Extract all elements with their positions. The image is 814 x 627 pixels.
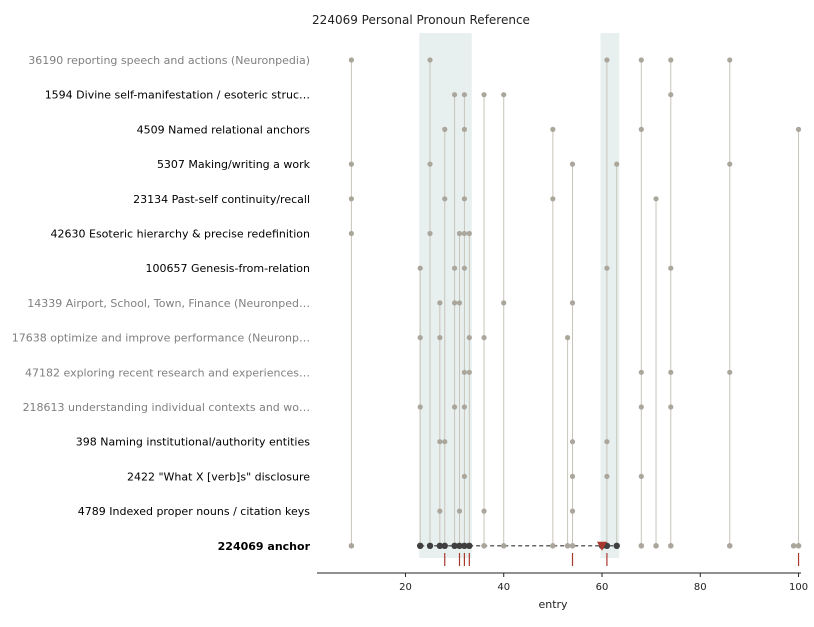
anchor-point-light	[570, 543, 576, 549]
row-point	[614, 162, 619, 167]
anchor-point-light	[791, 543, 797, 549]
row-label: 2422 "What X [verb]s" disclosure	[127, 470, 310, 484]
row-point	[349, 162, 354, 167]
row-point	[462, 474, 467, 479]
points	[349, 57, 801, 513]
row-point	[452, 300, 457, 305]
anchor-point-light	[565, 543, 571, 549]
row-label: 36190 reporting speech and actions (Neuronpedia)	[28, 54, 310, 67]
row-point	[501, 92, 506, 97]
row-point	[462, 231, 467, 236]
row-label: 4509 Named relational anchors	[136, 123, 310, 137]
anchor-point-dark	[427, 543, 433, 549]
row-point	[565, 335, 570, 340]
row-label: 14339 Airport, School, Town, Finance (Neuronped…	[27, 296, 310, 310]
row-point	[639, 404, 644, 409]
row-point	[481, 509, 486, 514]
x-tick-label: 80	[693, 582, 707, 593]
anchor-point-dark	[442, 543, 448, 549]
row-point	[727, 162, 732, 167]
row-labels	[12, 54, 311, 553]
row-point	[457, 300, 462, 305]
row-label: 42630 Esoteric hierarchy & precise redefinition	[50, 227, 310, 241]
row-label: 218613 understanding individual contexts and wo…	[22, 401, 310, 414]
row-point	[427, 231, 432, 236]
row-point	[437, 439, 442, 444]
row-point	[570, 439, 575, 444]
row-point	[639, 474, 644, 479]
row-point	[639, 57, 644, 62]
anchor-point-light	[349, 543, 355, 549]
row-point	[427, 162, 432, 167]
row-point	[668, 404, 673, 409]
row-point	[668, 266, 673, 271]
row-point	[481, 335, 486, 340]
rug-ticks	[445, 553, 799, 566]
anchor-point-dark	[466, 543, 472, 549]
row-point	[418, 404, 423, 409]
row-point	[467, 370, 472, 375]
row-point	[349, 57, 354, 62]
row-point	[437, 300, 442, 305]
row-point	[639, 370, 644, 375]
row-point	[668, 92, 673, 97]
row-point	[442, 127, 447, 132]
row-point	[349, 231, 354, 236]
row-label: 1594 Divine self-manifestation / esoteric struc…	[44, 88, 310, 102]
row-point	[462, 127, 467, 132]
row-label: 4789 Indexed proper nouns / citation keys	[77, 505, 310, 519]
x-tick-label: 100	[788, 582, 809, 593]
row-point	[442, 196, 447, 201]
row-point	[501, 300, 506, 305]
row-point	[604, 57, 609, 62]
anchor-point-dark	[614, 543, 620, 549]
x-axis	[317, 573, 808, 593]
row-point	[604, 439, 609, 444]
row-point	[467, 335, 472, 340]
row-point	[570, 300, 575, 305]
row-point	[418, 266, 423, 271]
row-point	[570, 509, 575, 514]
anchor-point-light	[796, 543, 802, 549]
row-point	[727, 370, 732, 375]
row-point	[452, 266, 457, 271]
row-label: 5307 Making/writing a work	[156, 158, 310, 172]
anchor-point-light	[639, 543, 645, 549]
row-point	[452, 92, 457, 97]
row-point	[550, 196, 555, 201]
row-point	[604, 474, 609, 479]
row-point	[462, 196, 467, 201]
row-label: 100657 Genesis-from-relation	[145, 262, 310, 276]
row-point	[462, 404, 467, 409]
row-point	[639, 127, 644, 132]
row-point	[462, 370, 467, 375]
x-tick-label: 60	[595, 582, 609, 593]
row-label: 23134 Past-self continuity/recall	[133, 192, 310, 206]
row-label: 47182 exploring recent research and experiences…	[25, 366, 310, 380]
anchor-track	[349, 542, 802, 551]
anchor-point-light	[668, 543, 674, 549]
row-point	[442, 439, 447, 444]
row-point	[418, 335, 423, 340]
chart-title: 224069 Personal Pronoun Reference	[312, 13, 530, 27]
row-point	[550, 127, 555, 132]
anchor-label: 224069 anchor	[217, 539, 310, 553]
row-label: 398 Naming institutional/authority entities	[75, 435, 310, 449]
row-point	[796, 127, 801, 132]
row-point	[462, 92, 467, 97]
row-point	[668, 57, 673, 62]
row-point	[427, 57, 432, 62]
anchor-point-light	[481, 543, 487, 549]
highlight-bands	[419, 33, 619, 558]
row-point	[653, 196, 658, 201]
x-axis-label: entry	[538, 598, 568, 611]
x-tick-label: 20	[399, 582, 412, 593]
anchor-point-dark	[417, 543, 423, 549]
row-point	[457, 231, 462, 236]
row-point	[437, 509, 442, 514]
anchor-point-light	[501, 543, 507, 549]
row-point	[570, 474, 575, 479]
row-point	[457, 509, 462, 514]
x-tick-label: 40	[497, 582, 511, 593]
row-label: 17638 optimize and improve performance (Neuronp…	[11, 331, 310, 345]
anchor-point-light	[550, 543, 556, 549]
row-point	[467, 231, 472, 236]
row-point	[668, 370, 673, 375]
row-point	[481, 92, 486, 97]
anchor-point-light	[653, 543, 659, 549]
anchor-point-light	[727, 543, 733, 549]
row-point	[462, 266, 467, 271]
highlight-band	[419, 33, 472, 558]
row-point	[349, 196, 354, 201]
row-point	[437, 335, 442, 340]
row-point	[604, 266, 609, 271]
row-point	[727, 57, 732, 62]
row-point	[570, 162, 575, 167]
row-point	[452, 404, 457, 409]
